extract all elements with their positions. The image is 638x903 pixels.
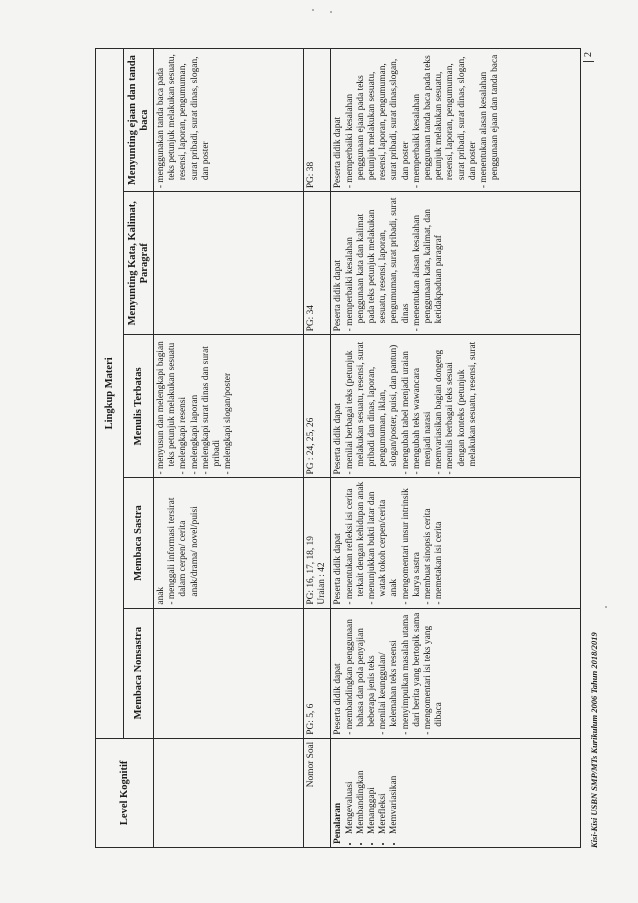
cell-kata-indicators xyxy=(331,192,581,335)
cell-ejaan-continuation xyxy=(154,49,304,192)
page-number: 2 xyxy=(583,52,594,62)
list-item: - menentukan alasan kesalahan penggunaan kata, kalimat, dan ketidakpaduan paragraf xyxy=(411,209,445,332)
label-nomor-soal: Nomor Soal xyxy=(304,738,331,847)
cell-penalaran xyxy=(331,738,581,847)
cell-terbatas-indicators xyxy=(331,335,581,478)
list-item: - menggali informasi tersirat dalam cerpen/ cerita anak/drama/ novel/puisi xyxy=(167,497,200,605)
header-level-kognitif: Level Kognitif xyxy=(96,738,154,847)
cell-nonsastra-indicators xyxy=(331,608,581,738)
list-item: - mengomentari isi teks yang dibaca xyxy=(423,625,445,735)
document-footer: Kisi-Kisi USBN SMP/MTs Kurikulum 2006 Tahun 2018/2019 xyxy=(589,632,599,848)
list-item: - menyusun dan melengkapi bagian teks petunjuk melakukan sesuatu xyxy=(156,341,178,475)
list-item: - memetakan isi cerita xyxy=(434,521,445,605)
list-item: anak xyxy=(156,586,166,605)
list-item: - melengkapi surat dinas dan surat pribadi xyxy=(200,346,223,475)
list-item: - menilai keunggulan/ kelemahan teks resensi xyxy=(378,640,400,735)
list-item: - menentukan refleksi isi cerita terkait dengan kehidupan anak xyxy=(344,481,366,605)
pg-ejaan: PG: 38 xyxy=(304,49,331,192)
cell-ejaan-indicators xyxy=(331,49,581,192)
list-item: - menunjukkan bukti latar dan watak tokoh cerpen/cerita anak xyxy=(367,491,400,605)
level-item: • Memvariasikan xyxy=(389,742,400,834)
cell-terbatas-continuation xyxy=(154,335,304,478)
rotated-page xyxy=(95,48,615,848)
list-item: - memperbaiki kesalahan penggunaan tanda baca pada teks petunjuk melakukan sesuatu, resensi, laporan, pengumuman, surat pribadi, surat dinas, slogan, dan poster xyxy=(411,55,478,189)
list-item: - mengubah teks wawancara menjadi narasi xyxy=(411,367,434,475)
cell-empty-kata xyxy=(154,192,304,335)
header-lingkup-materi: Lingkup Materi xyxy=(96,49,124,739)
header-menyunting-kata: Menyunting Kata, Kalimat, Paragraf xyxy=(124,192,154,335)
list-item: - memperbaiki kesalahan penggunaan kata dan kalimat pada teks petunjuk melakukan sesuatu, resensi, laporan, pengumuman, surat pribadi, surat dinas xyxy=(344,197,411,332)
kisi-kisi-table xyxy=(95,48,581,848)
list-item: - mengomentari unsur intrinsik karya sastra xyxy=(400,488,422,605)
list-item: - membandingkan penggunaan bahasa dan pola penyajian beberapa jenis teks xyxy=(344,619,378,735)
list-item: Peserta didik dapat xyxy=(333,259,344,332)
pg-terbatas: PG : 24, 25, 26 xyxy=(304,335,331,478)
pg-nonsastra: PG: 5, 6 xyxy=(304,608,331,738)
list-item: Peserta didik dapat xyxy=(333,116,344,189)
level-item: • Mengevaluasi xyxy=(345,742,356,834)
header-membaca-sastra: Membaca Sastra xyxy=(124,478,154,608)
list-item: - melengkapi resensi xyxy=(178,396,189,475)
list-item: - menilai berbagai teks (petunjuk melakukan sesuatu, resensi, surat pribadi dan dinas, laporan, pengumuman, iklan, slogan/poster, puisi, dan pantun) xyxy=(344,341,400,475)
list-item: Peserta didik dapat xyxy=(333,403,344,475)
table-row-nomor-soal xyxy=(304,49,331,848)
uraian-sastra: Uraian : 42 xyxy=(317,562,328,605)
list-item: - memvariasikan bagian dongeng xyxy=(434,349,445,475)
pg-sastra: PG: 16, 17, 18, 19 xyxy=(306,536,316,605)
list-item: - memperbaiki kesalahan penggunaan ejaan pada teks petunjuk melakukan sesuatu, resensi, laporan, pengumuman, surat pribadi, surat dinas,slogan, dan poster xyxy=(344,58,411,189)
list-item: Peserta didik dapat xyxy=(333,533,344,605)
list-item: - melengkapi slogan/poster xyxy=(223,372,234,475)
penalaran-title: Penalaran xyxy=(333,802,344,844)
level-item: • Menanggapi xyxy=(367,742,378,834)
list-item: - menggunakan tanda baca pada teks petunjuk melakukan sesuatu, resensi, laporan, pengumuman, surat pribadi, surat dinas, slogan, dan poster xyxy=(156,54,211,189)
header-menyunting-ejaan: Menyunting ejaan dan tanda baca xyxy=(124,49,154,192)
header-menulis-terbatas: Menulis Terbatas xyxy=(124,335,154,478)
pg-kata: PG: 34 xyxy=(304,192,331,335)
cell-empty-nonsastra xyxy=(154,608,304,738)
pg-sastra-cell xyxy=(304,478,331,608)
list-item: - menulis berbagai teks sesuai dengan konteks (petunjuk melakukan sesuatu, resensi, surat xyxy=(445,341,478,475)
list-item: - melengkapi laporan xyxy=(189,394,200,475)
list-item: - menentukan alasan kesalahan penggunaan ejaan dan tanda baca xyxy=(479,54,501,189)
cell-sastra-indicators xyxy=(331,478,581,608)
list-item: - membuat sinopsis cerita xyxy=(423,508,434,605)
cell-empty-level xyxy=(154,738,304,847)
list-item: Peserta didik dapat xyxy=(333,663,344,735)
list-item: - menyimpulkan masalah utama dari berita yang bertopik sama xyxy=(400,612,422,735)
table-row-penalaran xyxy=(331,49,581,848)
table-row xyxy=(154,49,304,848)
header-membaca-nonsastra: Membaca Nonsastra xyxy=(124,608,154,738)
level-item: • Membandingkan xyxy=(356,742,367,834)
level-item: • Merefleksi xyxy=(378,742,389,834)
list-item: - mengubah tabel menjadi uraian xyxy=(400,351,411,475)
cell-sastra-continuation xyxy=(154,478,304,608)
